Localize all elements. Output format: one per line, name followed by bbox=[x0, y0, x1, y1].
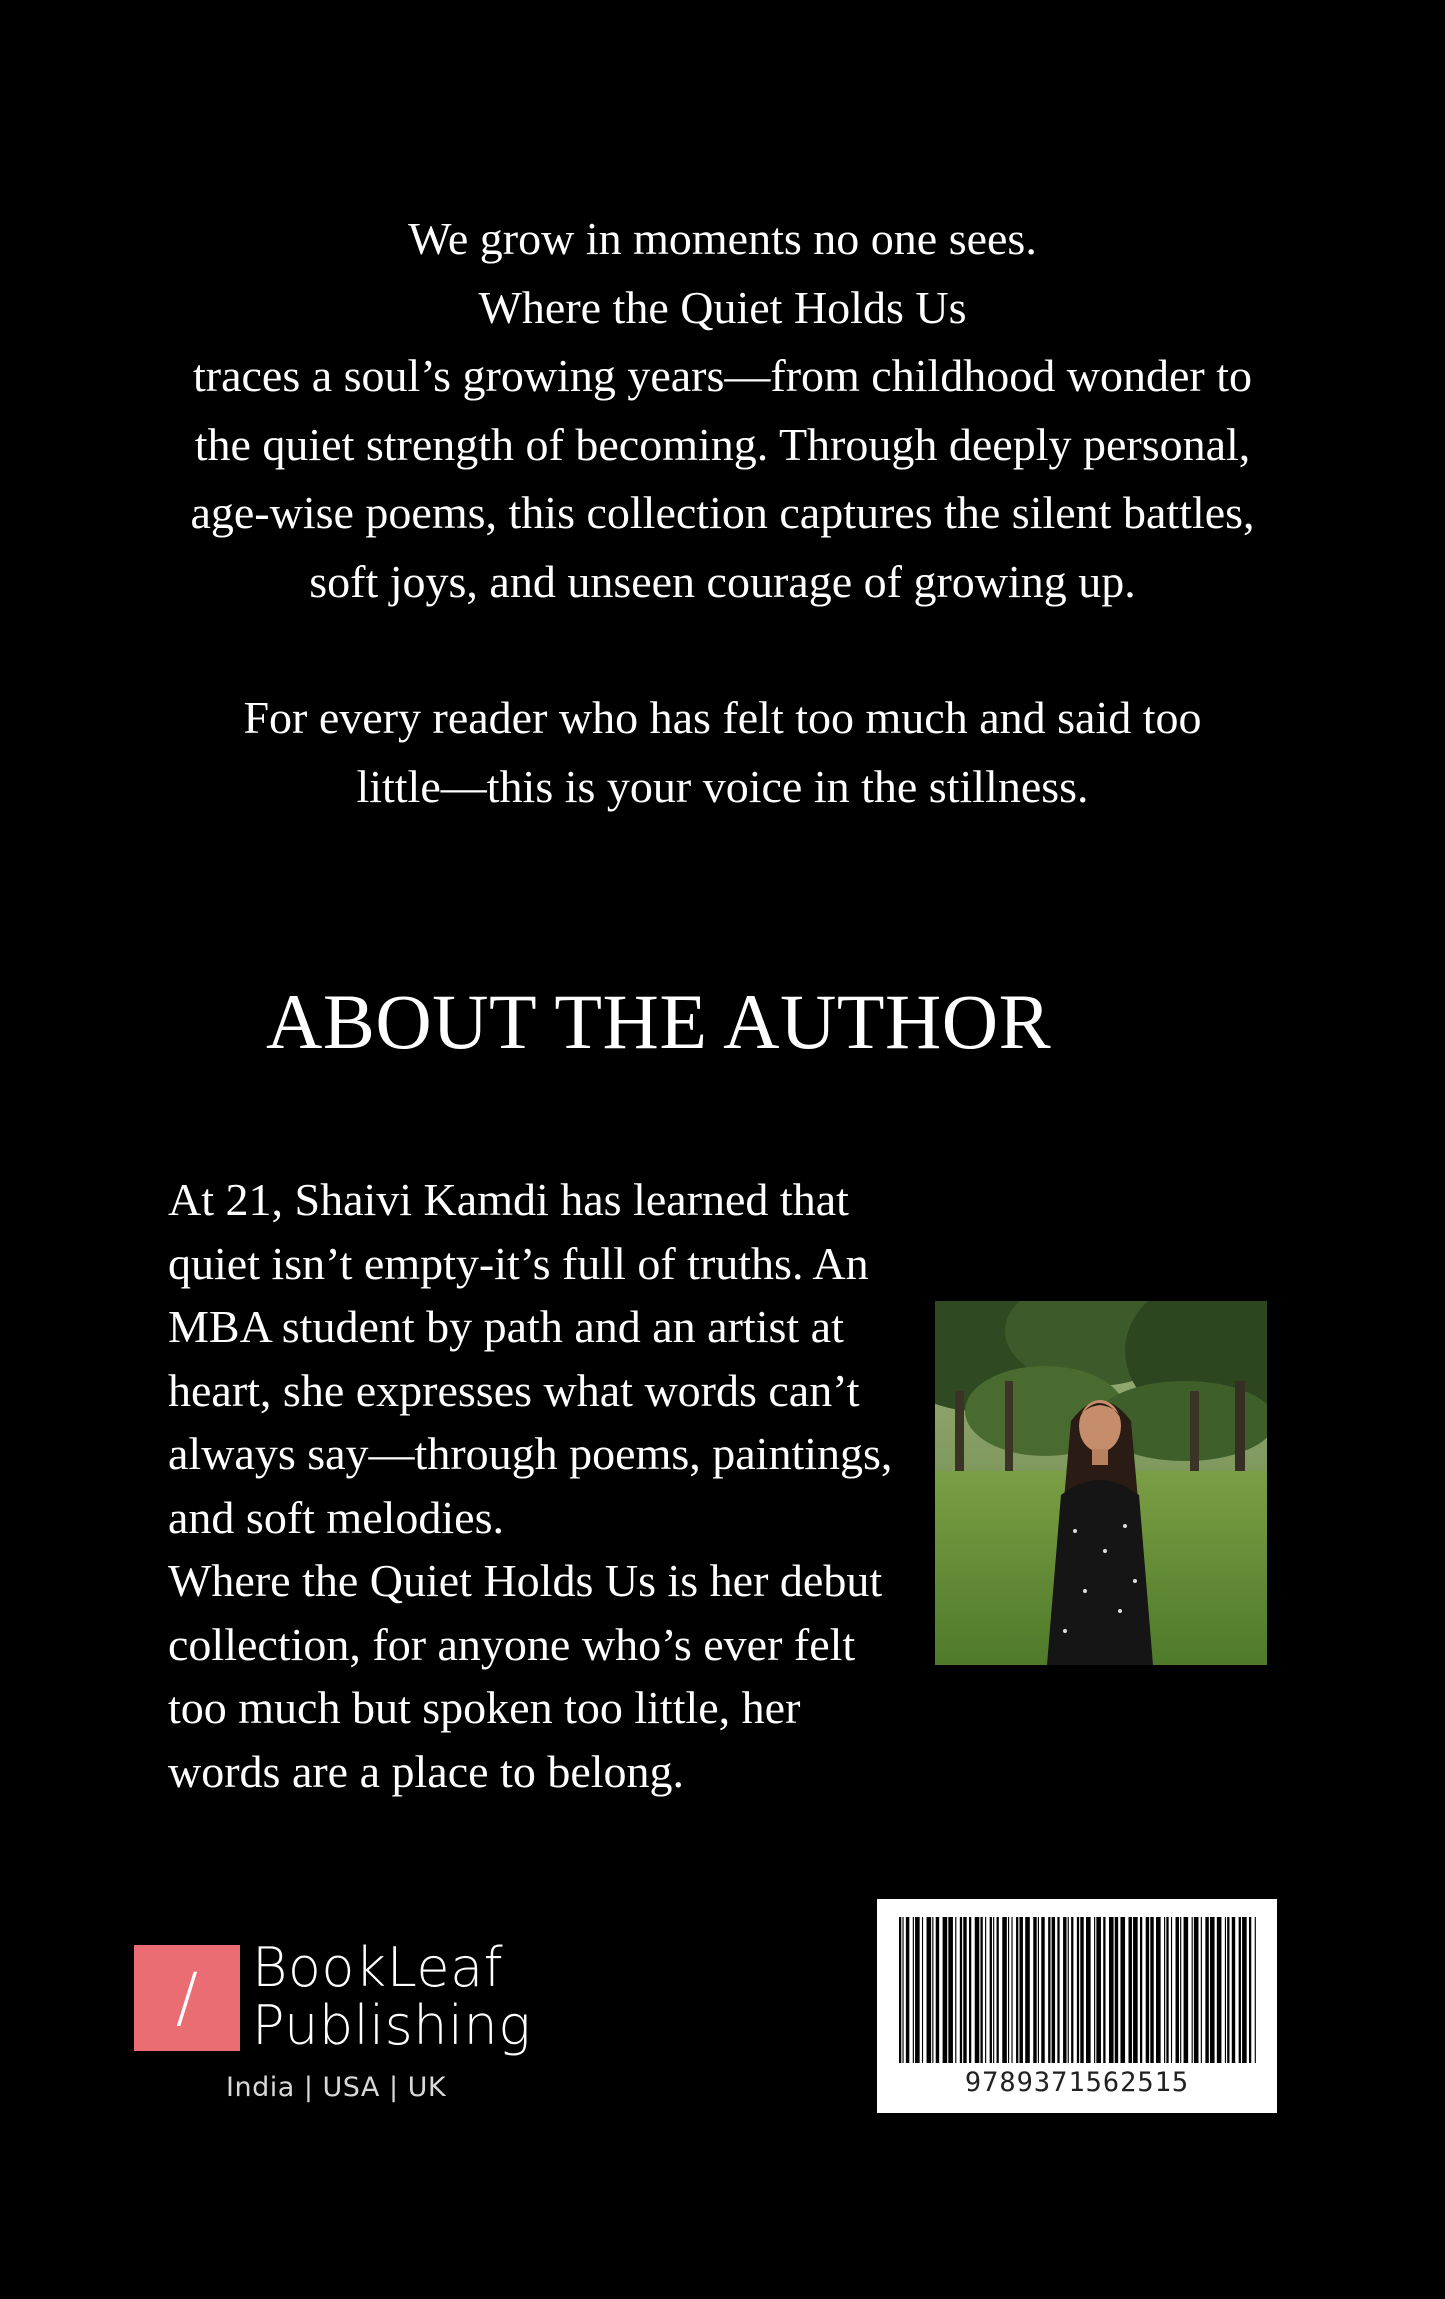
bio-line: MBA student by path and an artist at bbox=[168, 1301, 844, 1352]
blurb-line: the quiet strength of becoming. Through deeply personal, bbox=[194, 418, 1251, 470]
barcode-bar bbox=[1057, 1917, 1059, 2063]
barcode-bar bbox=[1096, 1917, 1101, 2063]
about-author-heading: ABOUT THE AUTHOR bbox=[266, 978, 1052, 1065]
barcode-bar bbox=[927, 1917, 932, 2063]
barcode-bar bbox=[1249, 1917, 1251, 2063]
author-photo bbox=[935, 1301, 1267, 1665]
bio-line: words are a place to belong. bbox=[168, 1745, 685, 1797]
publisher-slash-mark bbox=[134, 1945, 240, 2051]
barcode-bar bbox=[932, 1917, 933, 2063]
bio-line: At 21, Shaivi Kamdi has learned that bbox=[168, 1174, 849, 1225]
barcode-bar bbox=[1071, 1917, 1073, 2063]
barcode-bar bbox=[1115, 1917, 1118, 2063]
barcode-bar bbox=[1232, 1917, 1235, 2063]
barcode-bar bbox=[902, 1917, 903, 2063]
barcode-bar bbox=[1008, 1917, 1009, 2063]
barcode-bar bbox=[1002, 1917, 1007, 2063]
barcode-bar bbox=[1166, 1917, 1168, 2063]
blurb-line: little—this is your voice in the stillness. bbox=[356, 760, 1089, 812]
barcode-bar bbox=[1192, 1917, 1193, 2063]
barcode-bar bbox=[985, 1917, 986, 2063]
barcode-bar bbox=[915, 1917, 920, 2063]
blurb-line: traces a soul’s growing years—from childhood wonder to bbox=[192, 350, 1253, 401]
barcode-bar bbox=[975, 1917, 980, 2063]
barcode-bar bbox=[1033, 1917, 1036, 2063]
bio-line: quiet isn’t empty-it’s full of truths. An bbox=[168, 1237, 869, 1289]
barcode-bar bbox=[997, 1917, 999, 2063]
barcode-bar bbox=[1184, 1917, 1189, 2063]
barcode-bar bbox=[943, 1917, 948, 2063]
bio-line: too much but spoken too little, her bbox=[168, 1682, 801, 1733]
barcode-bar bbox=[963, 1917, 966, 2063]
barcode-bar bbox=[1011, 1917, 1012, 2063]
barcode-bar bbox=[1109, 1917, 1114, 2063]
barcode-bar bbox=[993, 1917, 994, 2063]
barcode-bar bbox=[990, 1917, 992, 2063]
barcode-bar bbox=[1171, 1917, 1172, 2063]
author-photo-illustration bbox=[935, 1301, 1267, 1665]
barcode-bar bbox=[1094, 1917, 1095, 2063]
barcode-bar bbox=[1077, 1917, 1079, 2063]
isbn-barcode bbox=[877, 1899, 1277, 2113]
barcode-bar bbox=[1156, 1917, 1161, 2063]
barcode-bar bbox=[899, 1917, 901, 2063]
barcode-bar bbox=[1146, 1917, 1149, 2063]
publisher-name bbox=[252, 1936, 532, 2057]
blurb-line: For every reader who has felt too much and said too bbox=[243, 692, 1202, 743]
barcode-bar bbox=[1140, 1917, 1142, 2063]
barcode-bar bbox=[1227, 1917, 1229, 2063]
publisher-regions: India | USA | UK bbox=[226, 2072, 447, 2103]
blurb-line: We grow in moments no one sees. bbox=[408, 213, 1037, 264]
barcode-bar bbox=[1052, 1917, 1055, 2063]
barcode-bar bbox=[1041, 1917, 1044, 2063]
barcode-bar bbox=[1176, 1917, 1179, 2063]
publisher-name-line2: Publishing bbox=[252, 1994, 532, 2057]
publisher-logo bbox=[134, 1936, 554, 2125]
bio-line: heart, she expresses what words can’t bbox=[168, 1364, 860, 1416]
bio-line: always say—through poems, paintings, bbox=[168, 1428, 893, 1479]
blurb-book-title: Where the Quiet Holds Us bbox=[478, 281, 967, 333]
barcode-bar bbox=[1201, 1917, 1202, 2063]
barcode-bar bbox=[960, 1917, 962, 2063]
bio-line: and soft melodies. bbox=[168, 1491, 504, 1543]
barcode-bar bbox=[1255, 1917, 1256, 2063]
barcode-bar bbox=[1210, 1917, 1215, 2063]
barcode-bar bbox=[1164, 1917, 1165, 2063]
barcode-bar bbox=[1019, 1917, 1022, 2063]
barcode-bar bbox=[1217, 1917, 1222, 2063]
blurb-line: age-wise poems, this collection captures the silent battles, bbox=[190, 487, 1255, 538]
blurb-dedication bbox=[150, 684, 1295, 821]
barcode-bar bbox=[1025, 1917, 1030, 2063]
barcode-bar bbox=[1128, 1917, 1131, 2063]
slash-icon: / bbox=[175, 1959, 199, 2036]
barcode-bar bbox=[1063, 1917, 1066, 2063]
barcode-bar bbox=[955, 1917, 956, 2063]
barcode-bar bbox=[1048, 1917, 1050, 2063]
barcode-bar bbox=[936, 1917, 939, 2063]
barcode-bar bbox=[969, 1917, 971, 2063]
barcode-bar bbox=[1180, 1917, 1181, 2063]
author-bio bbox=[168, 1168, 908, 1803]
bio-line: collection, for anyone who’s ever felt bbox=[168, 1618, 856, 1670]
barcode-bar bbox=[1016, 1917, 1018, 2063]
barcode-bar bbox=[1194, 1917, 1199, 2063]
barcode-bar bbox=[922, 1917, 923, 2063]
barcode-bar bbox=[1242, 1917, 1247, 2063]
barcode-bar bbox=[948, 1917, 953, 2063]
barcode-bar bbox=[1205, 1917, 1208, 2063]
back-cover-blurb bbox=[150, 205, 1295, 821]
barcode-bar bbox=[1068, 1917, 1069, 2063]
barcode-bar bbox=[906, 1917, 909, 2063]
barcode-bar bbox=[980, 1917, 982, 2063]
barcode-bar bbox=[913, 1917, 914, 2063]
blurb-line: soft joys, and unseen courage of growing up. bbox=[309, 555, 1136, 607]
barcode-bar bbox=[1133, 1917, 1138, 2063]
bio-line: Where the Quiet Holds Us is her debut bbox=[168, 1555, 883, 1606]
publisher-name-line1: BookLeaf bbox=[252, 1936, 504, 1999]
barcode-bar bbox=[1150, 1917, 1153, 2063]
barcode-bar bbox=[1225, 1917, 1226, 2063]
barcode-bar bbox=[1120, 1917, 1125, 2063]
barcode-bar bbox=[1086, 1917, 1091, 2063]
barcode-bar bbox=[1239, 1917, 1241, 2063]
barcode-bar bbox=[1103, 1917, 1105, 2063]
blurb-intro bbox=[150, 205, 1295, 616]
barcode-bar bbox=[1038, 1917, 1039, 2063]
isbn-number: 9789371562515 bbox=[964, 2067, 1190, 2098]
barcode-bar bbox=[1080, 1917, 1083, 2063]
